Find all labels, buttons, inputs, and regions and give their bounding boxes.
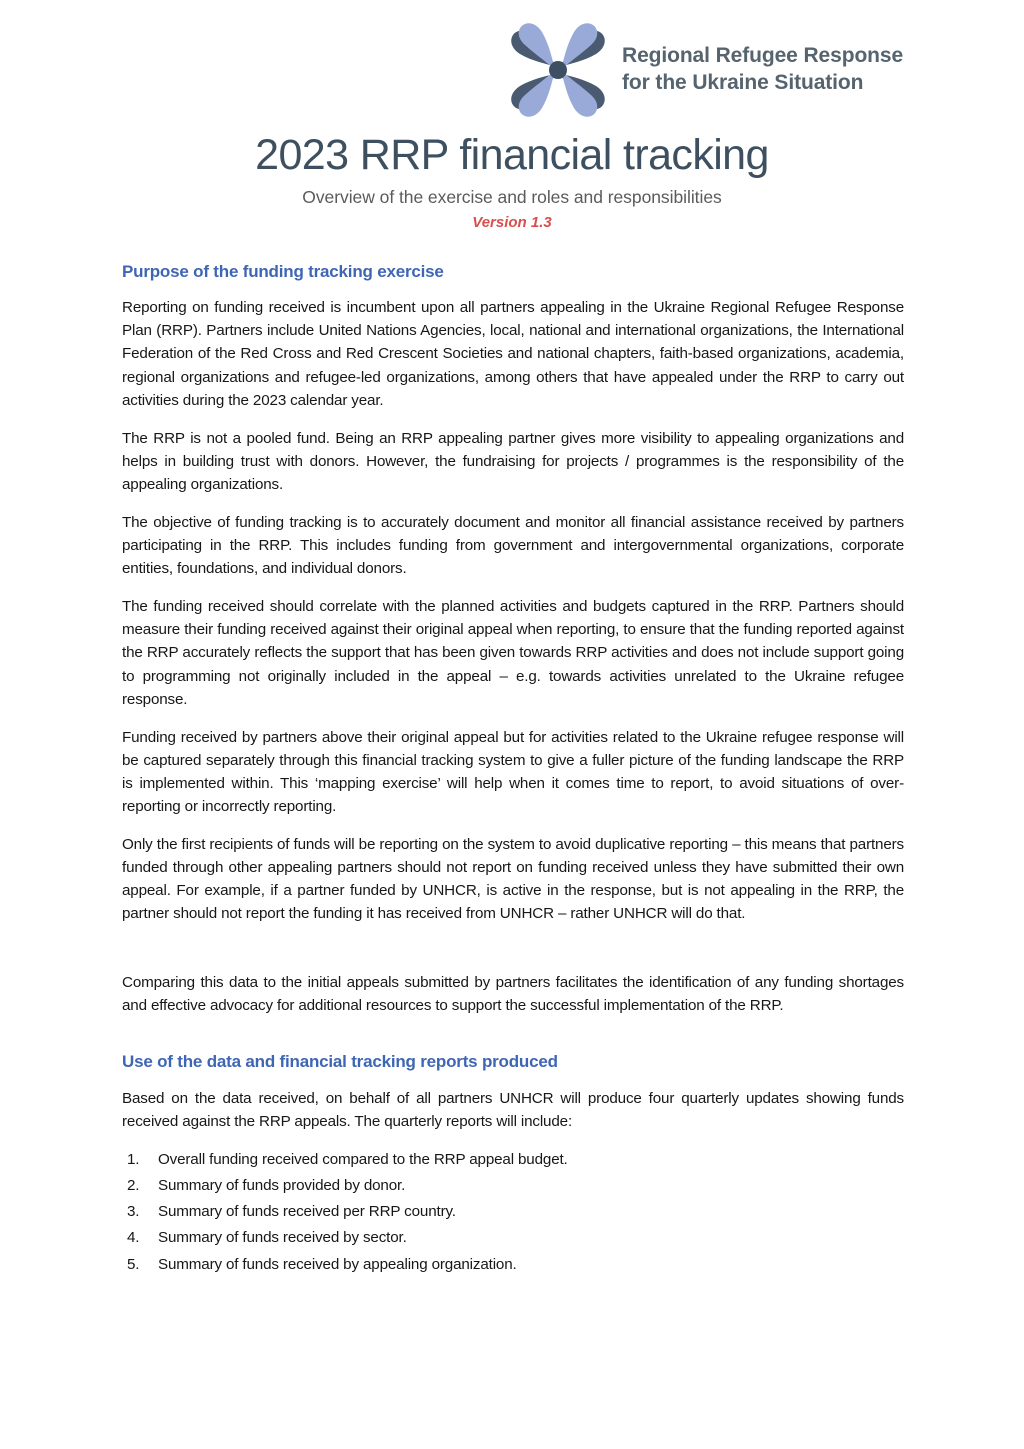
organization-name-line1: Regional Refugee Response [622, 44, 904, 68]
paragraph-spacer [122, 941, 904, 971]
purpose-paragraph-6: Only the first recipients of funds will be reporting on the system to avoid duplicative reporting – this means that partners funded through other appealing partners should not report on funding received unless they have submitted their own appeal. For example, if a partner funded by UNHCR, is active in the response, but is not appealing in the RRP, the partner should not report the funding it has received from UNHCR – rather UNHCR will do that. [122, 836, 904, 923]
list-item-label: Summary of funds received by appealing organization. [158, 1255, 517, 1273]
list-item [122, 1226, 904, 1249]
list-item-number: 2. [127, 1177, 140, 1195]
organization-name [622, 43, 903, 97]
document-header [506, 18, 903, 122]
purpose-paragraph-7: Comparing this data to the initial appeals submitted by partners facilitates the identification of any funding shortages and effective advocacy for additional resources to support the successful implementation of the RRP. [122, 973, 904, 1014]
list-item [122, 1148, 904, 1171]
page-title: 2023 RRP financial tracking [255, 131, 769, 179]
list-item-label: Summary of funds received by sector. [158, 1229, 407, 1247]
purpose-paragraph-5: Funding received by partners above their original appeal but for activities related to the Ukraine refugee response will be captured separately through this financial tracking system to give a fuller picture of the funding landscape the RRP is implemented within. This ‘mapping exercise’ will help when it comes time to report, to avoid situations of over-reporting or incorrectly reporting. [122, 728, 904, 816]
document-body [122, 261, 904, 1279]
version-label: Version 1.3 [472, 214, 552, 232]
use-of-data-intro-paragraph: Based on the data received, on behalf of all partners UNHCR will produce four quarterly updates showing funds received against the RRP appeals. The quarterly reports will include: [122, 1089, 904, 1131]
purpose-paragraph-1: Reporting on funding received is incumbent upon all partners appealing in the Ukraine Regional Refugee Response Plan (RRP). Partners include United Nations Agencies, local, national and international organizations, the International Federation of the Red Cross and Red Crescent Societies and national chapters, faith-based organizations, academia, regional organizations and refugee-led organizations, among others that have appealed under the RRP to carry out activities during the 2023 calendar year. [122, 299, 904, 409]
purpose-paragraph-3: The objective of funding tracking is to accurately document and monitor all financial assistance received by partners participating in the RRP. This includes funding from government and intergovernmental organizations, corporate entities, foundations, and individual donors. [122, 514, 904, 578]
list-item [122, 1200, 904, 1223]
purpose-paragraph-4: The funding received should correlate with the planned activities and budgets captured in the RRP. Partners should measure their funding received against their original appeal when reporting, to ensure that the funding reported against the RRP accurately reflects the support that has been given towards RRP activities and does not include support going to programming not originally included in the appeal – e.g. towards activities unrelated to the Ukraine refugee response. [122, 598, 904, 708]
organization-name-line2: for the Ukraine Situation [622, 71, 864, 94]
section-heading-use-of-data: Use of the data and financial tracking reports produced [122, 1051, 558, 1071]
list-item-number: 1. [127, 1151, 140, 1169]
list-item [122, 1253, 904, 1276]
purpose-paragraph-2: The RRP is not a pooled fund. Being an RRP appealing partner gives more visibility to appealing organizations and helps in building trust with donors. However, the fundraising for projects / programmes is the responsibility of the appealing organizations. [122, 429, 904, 493]
page-subtitle: Overview of the exercise and roles and responsibilities [302, 187, 722, 208]
list-item-label: Summary of funds provided by donor. [158, 1177, 406, 1195]
list-item-number: 4. [127, 1229, 140, 1247]
list-item-label: Summary of funds received per RRP country. [158, 1203, 456, 1221]
quarterly-reports-list [122, 1148, 904, 1275]
section-heading-purpose: Purpose of the funding tracking exercise [122, 262, 444, 281]
list-item-number: 3. [127, 1203, 140, 1221]
list-item-label: Overall funding received compared to the RRP appeal budget. [158, 1151, 568, 1169]
rrp-x-logo-icon [506, 18, 610, 122]
list-item [122, 1174, 904, 1197]
title-block [0, 133, 1024, 232]
list-item-number: 5. [127, 1255, 140, 1273]
